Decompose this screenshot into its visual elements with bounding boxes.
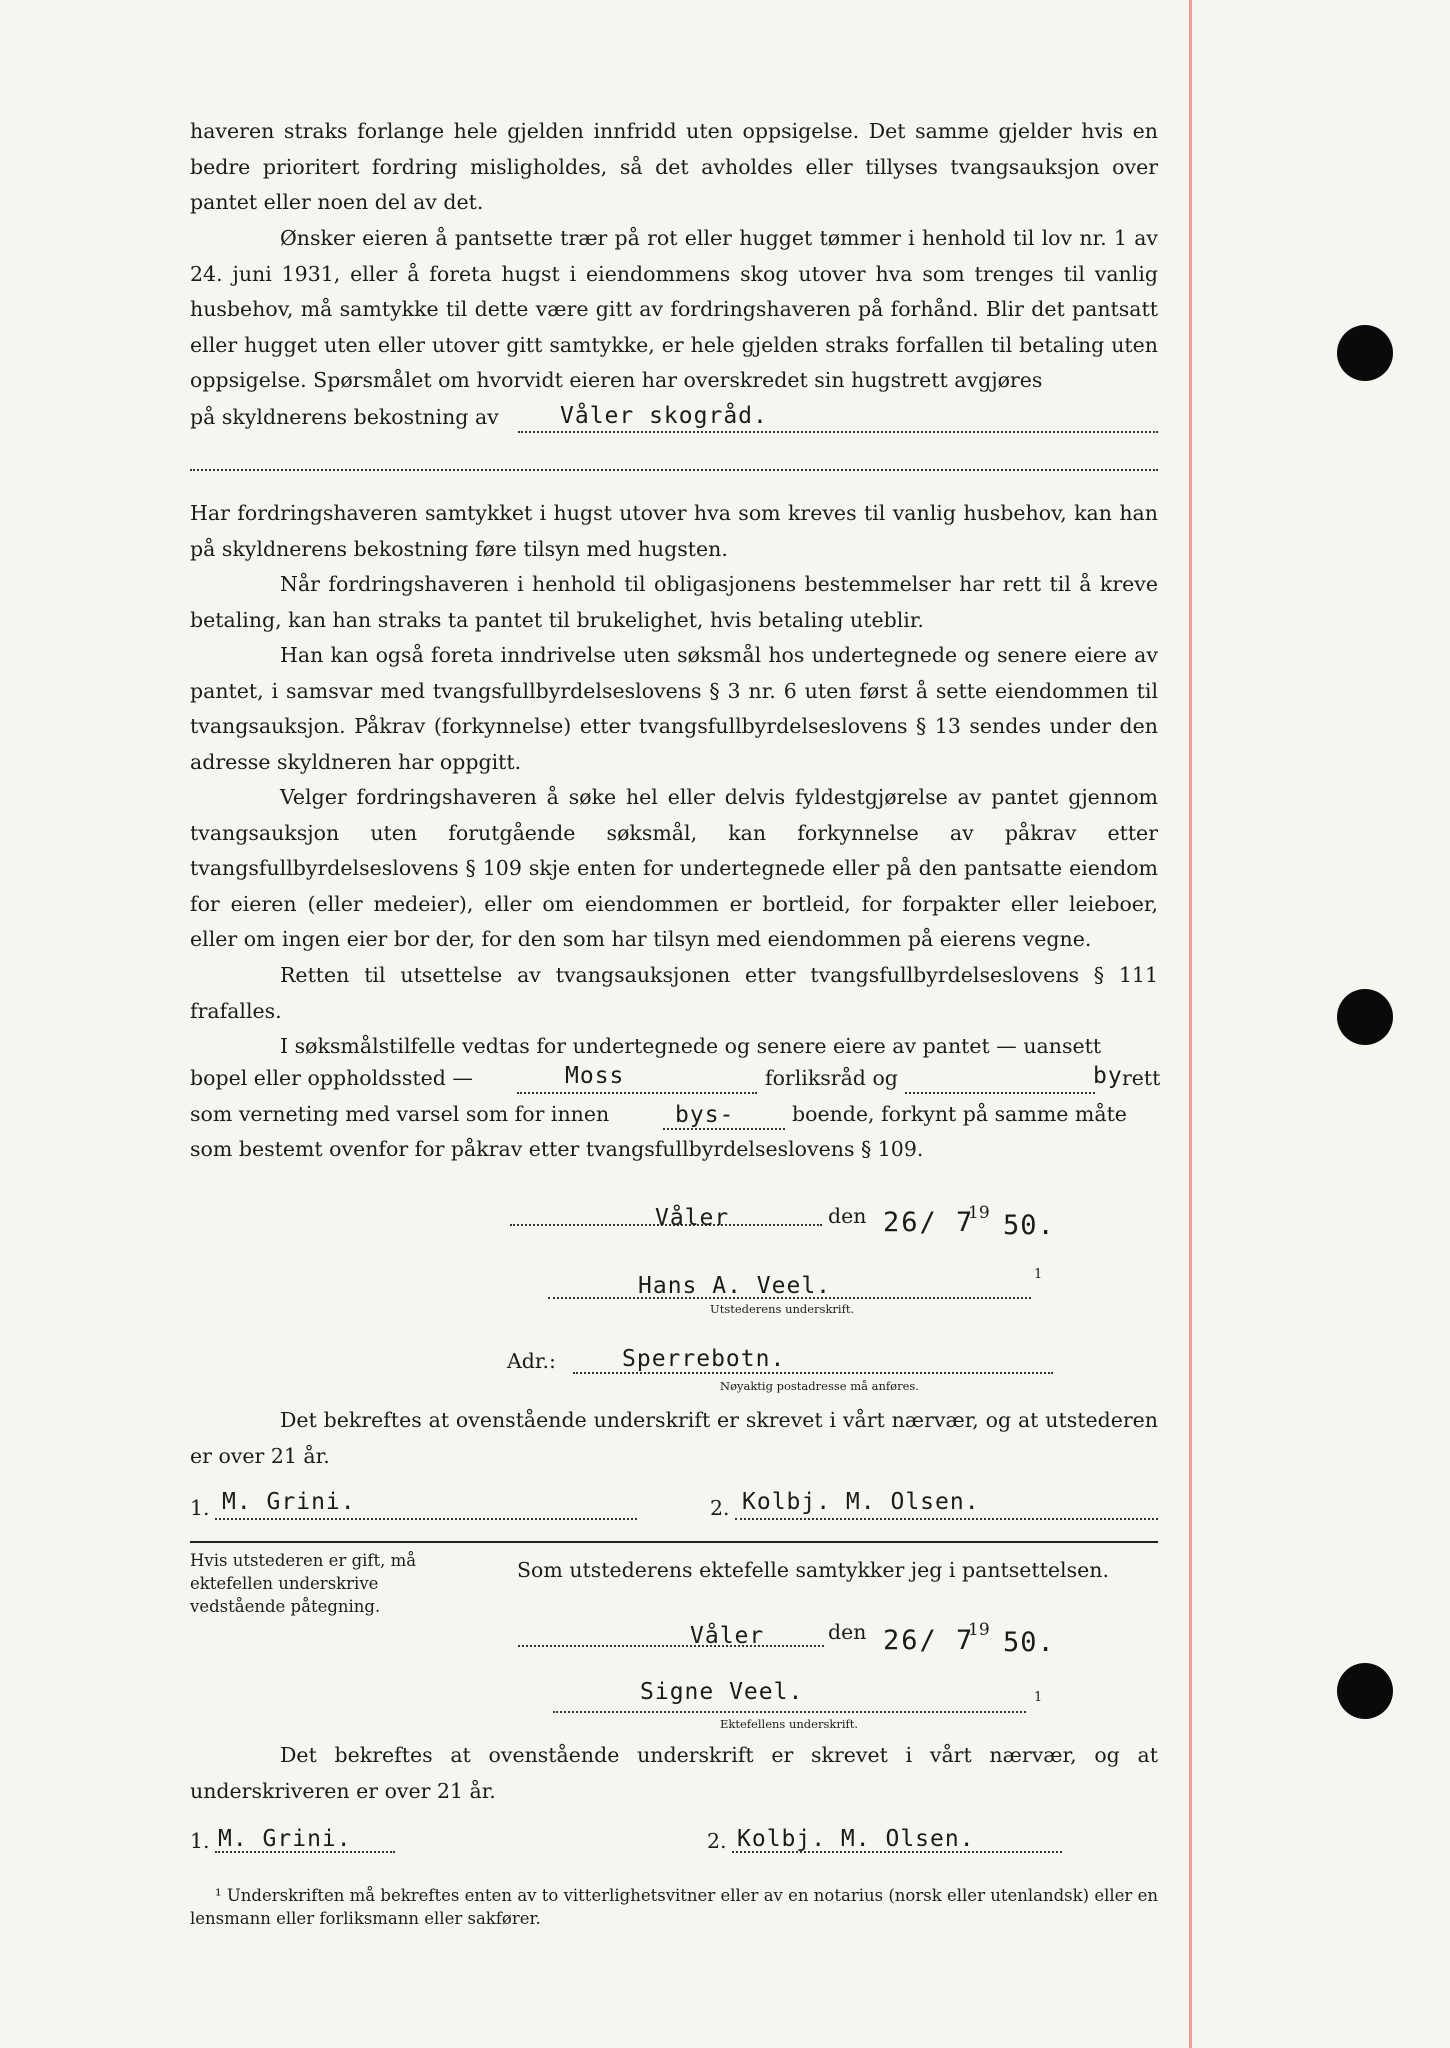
- typed-witness: Kolbj. M. Olsen.: [742, 1489, 980, 1515]
- address-label: Adr.:: [507, 1349, 556, 1373]
- typed-date: 26/ 7: [883, 1625, 975, 1656]
- date-century: 19: [968, 1203, 990, 1223]
- spouse-consent: Som utstederens ektefelle samtykker jeg i pantsettelsen.: [517, 1558, 1109, 1582]
- spouse-note: Hvis utstederen er gift, må ektefellen underskrive vedstående påtegning.: [190, 1551, 417, 1616]
- witness-number: 2.: [710, 1496, 730, 1520]
- date-den: den: [828, 1620, 867, 1644]
- typed-byrett: by: [1093, 1063, 1123, 1089]
- typed-year: 50.: [1003, 1210, 1055, 1241]
- date-century: 19: [968, 1620, 990, 1640]
- paragraph: Har fordringshaveren samtykket i hugst utover hva som kreves til vanlig husbehov, kan han på skyldnerens bekostning føre tilsyn med hugsten.: [190, 501, 1158, 561]
- fill-line: [905, 1092, 1095, 1094]
- fill-line: [663, 1128, 785, 1130]
- paragraph: Ønsker eieren å pantsette trær på rot eller hugget tømmer i henhold til lov nr. 1 av 24. juni 1931, eller å foreta hugst i eiendommens skog utover hva som trenges til vanlig husbehov, må samtykke til dette være gitt av fordringshaveren på forhånd. Blir det pantsatt eller hugget uten eller utover gitt samtykke, er hele gjelden straks forfallen til betaling uten oppsigelse. Spørsmålet om hvorvidt eieren har overskredet sin hugstrett avgjøres: [190, 226, 1158, 392]
- witness-statement: Det bekreftes at ovenstående underskrift er skrevet i vårt nærvær, og at underskriveren er over 21 år.: [190, 1743, 1158, 1803]
- witness-line: [215, 1518, 637, 1520]
- fill-line: [190, 469, 1158, 471]
- date-den: den: [828, 1204, 867, 1228]
- paragraph: I søksmålstilfelle vedtas for undertegnede og senere eiere av pantet — uansett: [280, 1034, 1102, 1058]
- venue-text: rett: [1122, 1066, 1161, 1090]
- paragraph-tail: på skyldnerens bekostning av: [190, 405, 499, 429]
- margin-line: [1189, 0, 1192, 2048]
- fill-line: [517, 1092, 757, 1094]
- punch-hole: [1337, 325, 1393, 381]
- signature-line: [553, 1711, 1026, 1713]
- typed-address: Sperrebotn.: [622, 1346, 786, 1372]
- witness-number: 2.: [707, 1829, 727, 1853]
- witness-line: [735, 1518, 1158, 1520]
- typed-witness: M. Grini.: [218, 1826, 352, 1852]
- typed-signature: Signe Veel.: [640, 1679, 804, 1705]
- address-caption: Nøyaktig postadresse må anføres.: [720, 1379, 919, 1393]
- signature-caption: Utstederens underskrift.: [710, 1302, 855, 1316]
- paragraph: Velger fordringshaveren å søke hel eller delvis fyldestgjørelse av pantet gjennom tvangsauksjon uten forutgående søksmål, kan forkynnelse av påkrav etter tvangsfullbyrdelseslovens § 109 skje enten for undertegnede eller på den pantsatte eiendom for eieren (eller medeier), eller om eiendommen er bortleid, for forpakter eller leieboer, eller om ingen eier bor der, for den som har tilsyn med eiendommen på eierens vegne.: [190, 785, 1158, 951]
- typed-bys: bys-: [675, 1102, 735, 1128]
- punch-hole: [1337, 1663, 1393, 1719]
- paragraph: Når fordringshaveren i henhold til obligasjonens bestemmelser har rett til å kreve betaling, kan han straks ta pantet til brukelighet, hvis betaling uteblir.: [190, 572, 1158, 632]
- typed-signature: Hans A. Veel.: [638, 1273, 832, 1299]
- footnote: ¹ Underskriften må bekreftes enten av to vitterlighetsvitner eller av en notarius (norsk eller utenlandsk) eller en lensmann eller forliksmann eller sakfører.: [190, 1886, 1158, 1928]
- witness-number: 1.: [190, 1496, 210, 1520]
- venue-text: forliksråd og: [765, 1066, 898, 1090]
- venue-text: boende, forkynt på samme måte: [792, 1102, 1127, 1126]
- paragraph: haveren straks forlange hele gjelden innfridd uten oppsigelse. Det samme gjelder hvis en bedre prioritert fordring misligholdes, så det avholdes eller tillyses tvangsauksjon over pantet eller noen del av det.: [190, 119, 1158, 214]
- witness-number: 1.: [190, 1829, 210, 1853]
- typed-year: 50.: [1003, 1627, 1055, 1658]
- venue-text: som verneting med varsel som for innen: [190, 1102, 610, 1126]
- fill-line: [518, 431, 1158, 433]
- footnote-mark: 1: [1034, 1267, 1043, 1282]
- footnote-mark: 1: [1034, 1690, 1043, 1705]
- venue-text: bopel eller oppholdssted —: [190, 1066, 473, 1090]
- typed-witness: Kolbj. M. Olsen.: [737, 1826, 975, 1852]
- typed-place: Våler: [655, 1205, 730, 1231]
- typed-witness: M. Grini.: [222, 1489, 356, 1515]
- typed-skograad: Våler skogråd.: [560, 403, 768, 429]
- witness-statement: Det bekreftes at ovenstående underskrift er skrevet i vårt nærvær, og at utstederen er over 21 år.: [190, 1408, 1158, 1468]
- paragraph: Han kan også foreta inndrivelse uten søksmål hos undertegnede og senere eiere av pantet, i samsvar med tvangsfullbyrdelseslovens § 3 nr. 6 uten først å sette eiendommen til tvangsauksjon. Påkrav (forkynnelse) etter tvangsfullbyrdelseslovens § 13 sendes under den adresse skyldneren har oppgitt.: [190, 643, 1158, 774]
- typed-forlik: Moss: [565, 1063, 625, 1089]
- fill-line: [518, 1645, 824, 1647]
- signature-caption: Ektefellens underskrift.: [720, 1717, 859, 1731]
- typed-place: Våler: [690, 1623, 765, 1649]
- venue-text: som bestemt ovenfor for påkrav etter tvangsfullbyrdelseslovens § 109.: [190, 1137, 924, 1161]
- typed-date: 26/ 7: [883, 1207, 975, 1238]
- section-rule: [190, 1541, 1158, 1543]
- address-line: [573, 1372, 1053, 1374]
- paragraph: Retten til utsettelse av tvangsauksjonen etter tvangsfullbyrdelseslovens § 111 frafalles.: [190, 963, 1158, 1023]
- punch-hole: [1337, 989, 1393, 1045]
